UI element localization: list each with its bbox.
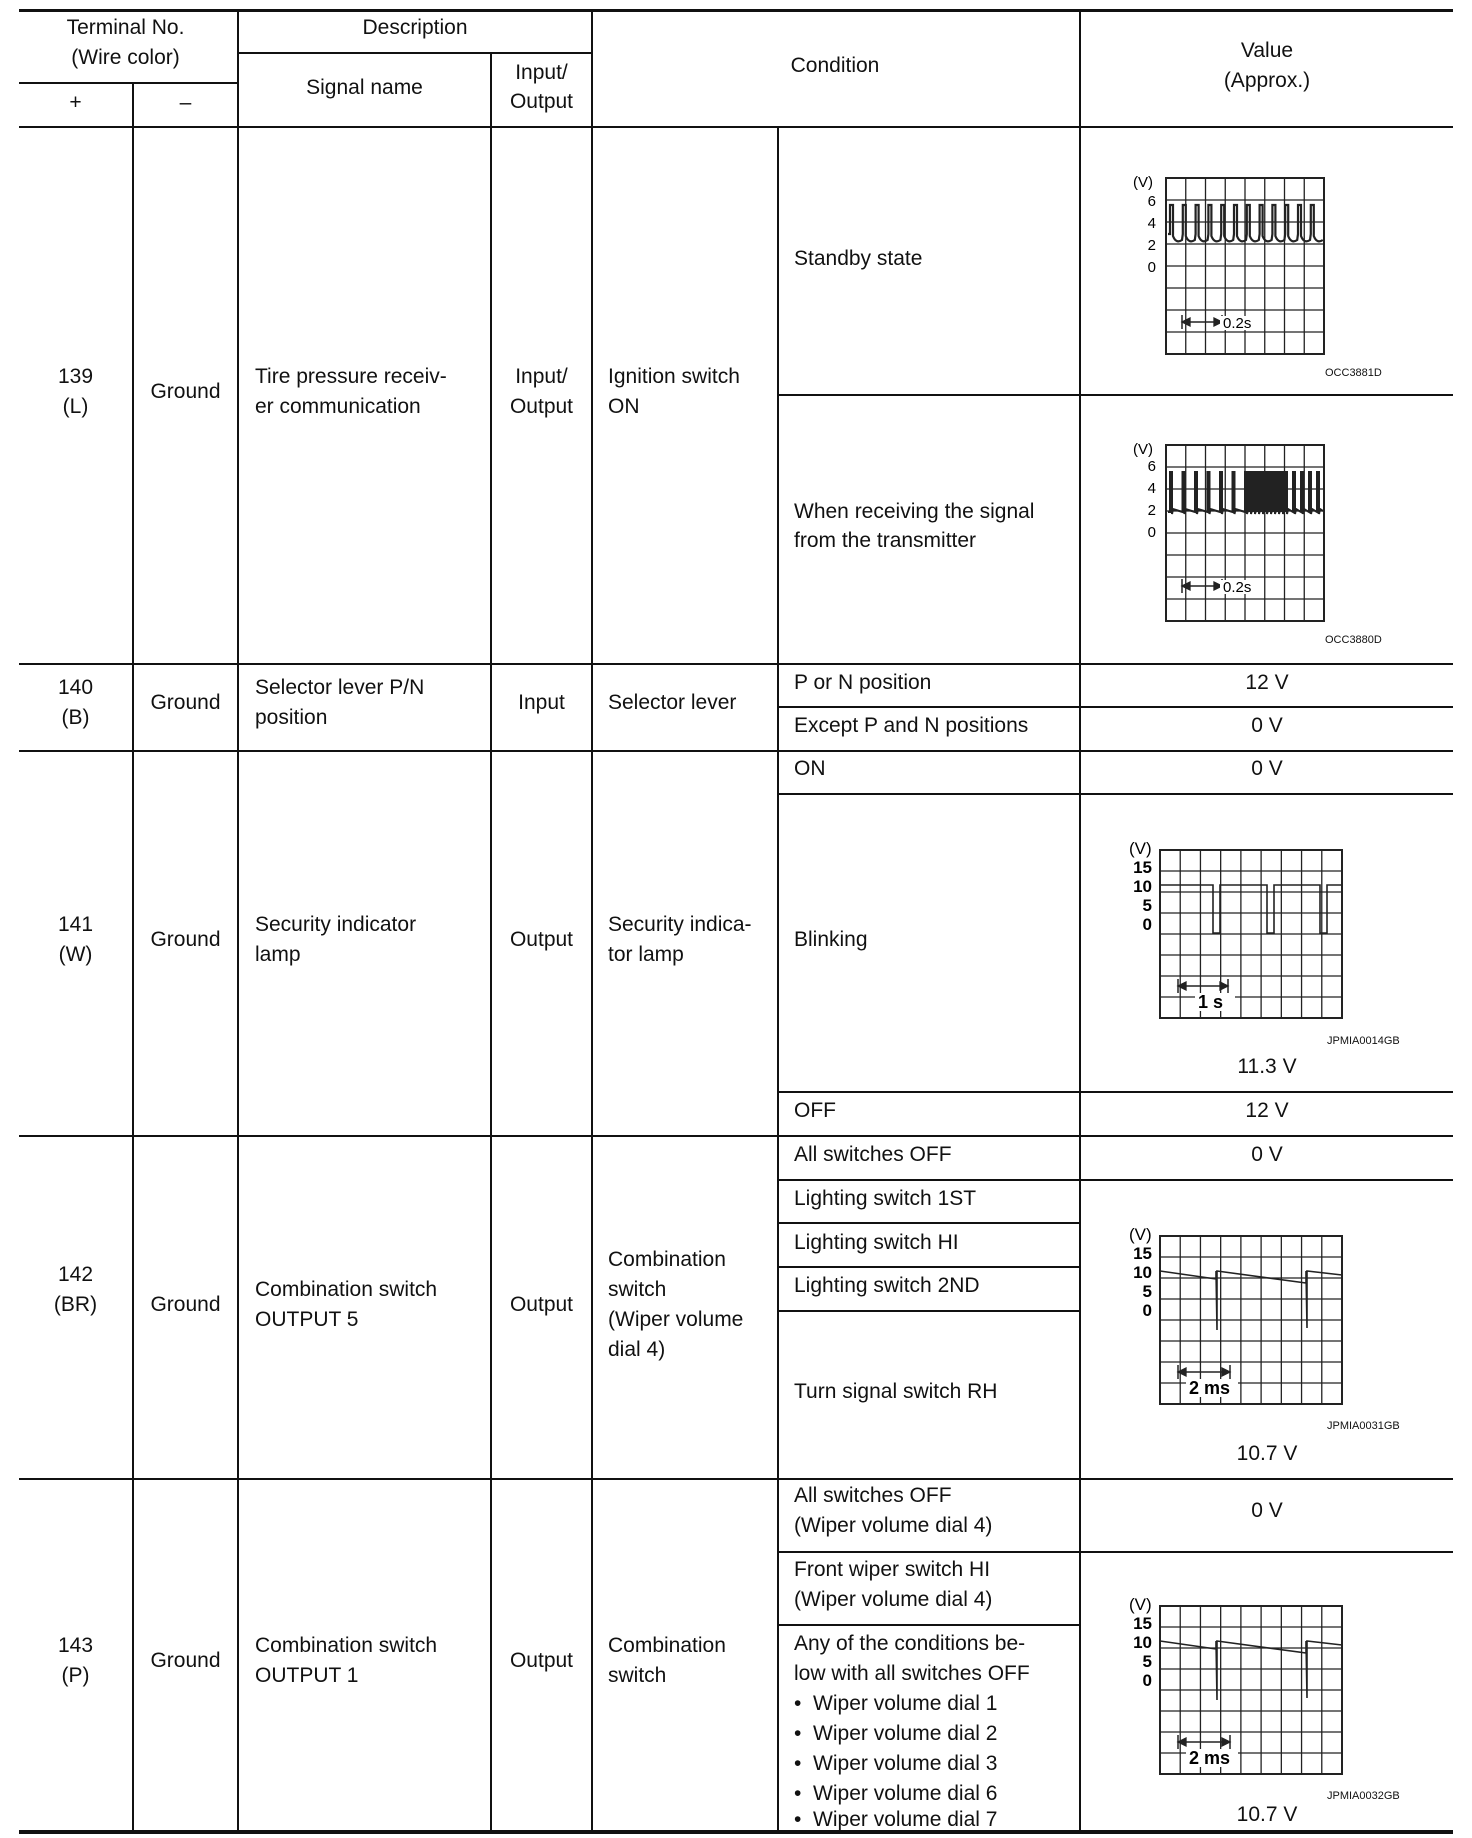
cond-140: Selector lever: [608, 691, 737, 714]
description-label: Description: [362, 16, 468, 39]
tick-0: 0: [1147, 524, 1156, 541]
value-140-except: 0 V: [1251, 714, 1283, 737]
io-label-2: Output: [509, 90, 574, 113]
cond-139-b: ON: [608, 395, 640, 418]
tick-4: 4: [1147, 215, 1156, 232]
cond-139-recv-a: When receiving the signal: [794, 500, 1035, 523]
cond-142-d: dial 4): [608, 1338, 666, 1361]
list-item: • Wiper volume dial 6: [794, 1782, 998, 1805]
cond-139-standby: Standby state: [794, 247, 923, 270]
figure-code: JPMIA0031GB: [1327, 1420, 1400, 1432]
cond-143-hi-b: (Wiper volume dial 4): [794, 1588, 993, 1611]
signal-trace: [1160, 1641, 1342, 1700]
cond-143-b: switch: [608, 1664, 667, 1687]
time-div: 0.2s: [1223, 315, 1252, 332]
cond-142-hi: Lighting switch HI: [794, 1231, 959, 1254]
condition-label: Condition: [790, 54, 880, 77]
io-143: Output: [509, 1649, 574, 1672]
tick-2: 2: [1147, 502, 1156, 519]
tick-5: 5: [1142, 1652, 1152, 1671]
figure-code: OCC3880D: [1325, 634, 1382, 646]
figure-code: JPMIA0032GB: [1327, 1790, 1400, 1802]
list-item: • Wiper volume dial 1: [794, 1692, 998, 1715]
cond-139-a: Ignition switch: [608, 365, 740, 388]
cond-141-off: OFF: [794, 1099, 836, 1122]
terminal-142: 142: [57, 1263, 94, 1286]
time-div: 0.2s: [1223, 579, 1252, 596]
signal-139-b: er communication: [255, 395, 421, 418]
tick-15: 15: [1133, 1244, 1152, 1263]
value-141-off: 12 V: [1245, 1099, 1289, 1122]
minus-label: –: [179, 91, 192, 114]
cond-142-a: Combination: [608, 1248, 726, 1271]
cond-143-alloff-b: (Wiper volume dial 4): [794, 1514, 993, 1537]
list-item: • Wiper volume dial 3: [794, 1752, 998, 1775]
tick-10: 10: [1133, 877, 1152, 896]
ground-141: Ground: [150, 928, 221, 951]
io-139-a: Input/: [515, 365, 568, 388]
waveform-receiving: [1130, 437, 1430, 652]
value-143-alloff: 0 V: [1251, 1499, 1283, 1522]
time-arrow: [1222, 1368, 1230, 1376]
io-139-b: Output: [509, 395, 574, 418]
units-label: (V): [1133, 174, 1153, 191]
terminal-141: 141: [57, 913, 94, 936]
terminal-no-label: Terminal No.: [66, 16, 185, 39]
time-arrow: [1178, 1738, 1186, 1746]
list-item: • Wiper volume dial 7: [794, 1808, 998, 1831]
terminal-140: 140: [57, 676, 94, 699]
ground-139: Ground: [150, 380, 221, 403]
tick-10: 10: [1133, 1633, 1152, 1652]
cond-143-alloff-a: All switches OFF: [794, 1484, 952, 1507]
ground-142: Ground: [150, 1293, 221, 1316]
tick-6: 6: [1147, 193, 1156, 210]
units-label: (V): [1129, 839, 1152, 858]
time-div: 2 ms: [1189, 1748, 1231, 1768]
value-142-alloff: 0 V: [1251, 1143, 1283, 1166]
waveform-output1: [1120, 1592, 1420, 1792]
tick-0: 0: [1142, 1671, 1152, 1690]
signal-140-b: position: [255, 706, 328, 729]
waveform-standby: [1130, 170, 1430, 385]
signal-143-a: Combination switch: [255, 1634, 438, 1657]
value-142: 10.7 V: [1236, 1442, 1298, 1465]
tick-10: 10: [1133, 1263, 1152, 1282]
ground-143: Ground: [150, 1649, 221, 1672]
io-label-1: Input/: [515, 61, 568, 84]
tick-5: 5: [1142, 1282, 1152, 1301]
cond-140-except: Except P and N positions: [794, 714, 1029, 737]
cond-140-pn: P or N position: [794, 671, 932, 694]
tick-6: 6: [1147, 458, 1156, 475]
cond-143-hi-a: Front wiper switch HI: [794, 1558, 991, 1581]
waveform-output5: [1120, 1222, 1420, 1422]
cond-142-1st: Lighting switch 1ST: [794, 1187, 977, 1210]
cond-142-b: switch: [608, 1278, 667, 1301]
cond-142-alloff: All switches OFF: [794, 1143, 952, 1166]
signal-139-a: Tire pressure receiv-: [255, 365, 447, 388]
list-item: • Wiper volume dial 2: [794, 1722, 998, 1745]
value-label: Value: [1240, 39, 1294, 62]
io-142: Output: [509, 1293, 574, 1316]
time-arrow: [1220, 982, 1228, 990]
cond-141-a: Security indica-: [608, 913, 752, 936]
io-141: Output: [509, 928, 574, 951]
time-div: 1 s: [1198, 992, 1224, 1012]
value-141-blinking: 11.3 V: [1237, 1055, 1297, 1078]
signal-140-a: Selector lever P/N: [255, 676, 425, 699]
tick-15: 15: [1133, 1614, 1152, 1633]
value-140-pn: 12 V: [1245, 671, 1289, 694]
cond-143-a: Combination: [608, 1634, 726, 1657]
cond-142-c: (Wiper volume: [608, 1308, 744, 1331]
signal-trace: [1160, 1271, 1342, 1330]
tick-0: 0: [1147, 259, 1156, 276]
tick-15: 15: [1133, 858, 1152, 877]
units-label: (V): [1129, 1225, 1152, 1244]
time-arrow: [1178, 1368, 1186, 1376]
wire-color-label: (Wire color): [71, 46, 180, 69]
units-label: (V): [1133, 441, 1153, 458]
tick-0: 0: [1142, 915, 1152, 934]
tick-0: 0: [1142, 1301, 1152, 1320]
cond-142-2nd: Lighting switch 2ND: [794, 1274, 980, 1297]
signal-142-a: Combination switch: [255, 1278, 438, 1301]
cond-141-b: tor lamp: [608, 943, 684, 966]
io-140: Input: [518, 691, 565, 714]
cond-143-any-b: low with all switches OFF: [794, 1662, 1030, 1685]
signal-141-b: lamp: [255, 943, 301, 966]
tick-4: 4: [1147, 480, 1156, 497]
wire-color-142: (BR): [53, 1293, 98, 1316]
plus-label: +: [69, 91, 82, 114]
figure-code: OCC3881D: [1325, 367, 1382, 379]
ground-140: Ground: [150, 691, 221, 714]
terminal-143: 143: [57, 1634, 94, 1657]
wire-color-143: (P): [61, 1664, 90, 1687]
value-141-on: 0 V: [1251, 757, 1283, 780]
wire-color-141: (W): [58, 943, 93, 966]
signal-name-label: Signal name: [306, 76, 423, 99]
approx-label: (Approx.): [1223, 69, 1311, 92]
signal-142-b: OUTPUT 5: [255, 1308, 359, 1331]
cond-141-on: ON: [794, 757, 826, 780]
cond-142-turn: Turn signal switch RH: [794, 1380, 998, 1403]
cond-143-any-a: Any of the conditions be-: [794, 1632, 1026, 1655]
wire-color-140: (B): [61, 706, 90, 729]
tick-2: 2: [1147, 237, 1156, 254]
waveform-blinking: [1120, 836, 1420, 1036]
wire-color-139: (L): [62, 395, 89, 418]
units-label: (V): [1129, 1595, 1152, 1614]
tick-5: 5: [1142, 896, 1152, 915]
value-143: 10.7 V: [1236, 1803, 1298, 1826]
cond-139-recv-b: from the transmitter: [794, 529, 977, 552]
signal-143-b: OUTPUT 1: [255, 1664, 359, 1687]
signal-141-a: Security indicator: [255, 913, 417, 936]
signal-trace: [1168, 472, 1323, 514]
time-arrow: [1178, 982, 1186, 990]
time-arrow: [1222, 1738, 1230, 1746]
figure-code: JPMIA0014GB: [1327, 1035, 1400, 1047]
terminal-139: 139: [57, 365, 94, 388]
time-div: 2 ms: [1189, 1378, 1231, 1398]
cond-141-blinking: Blinking: [794, 928, 868, 951]
